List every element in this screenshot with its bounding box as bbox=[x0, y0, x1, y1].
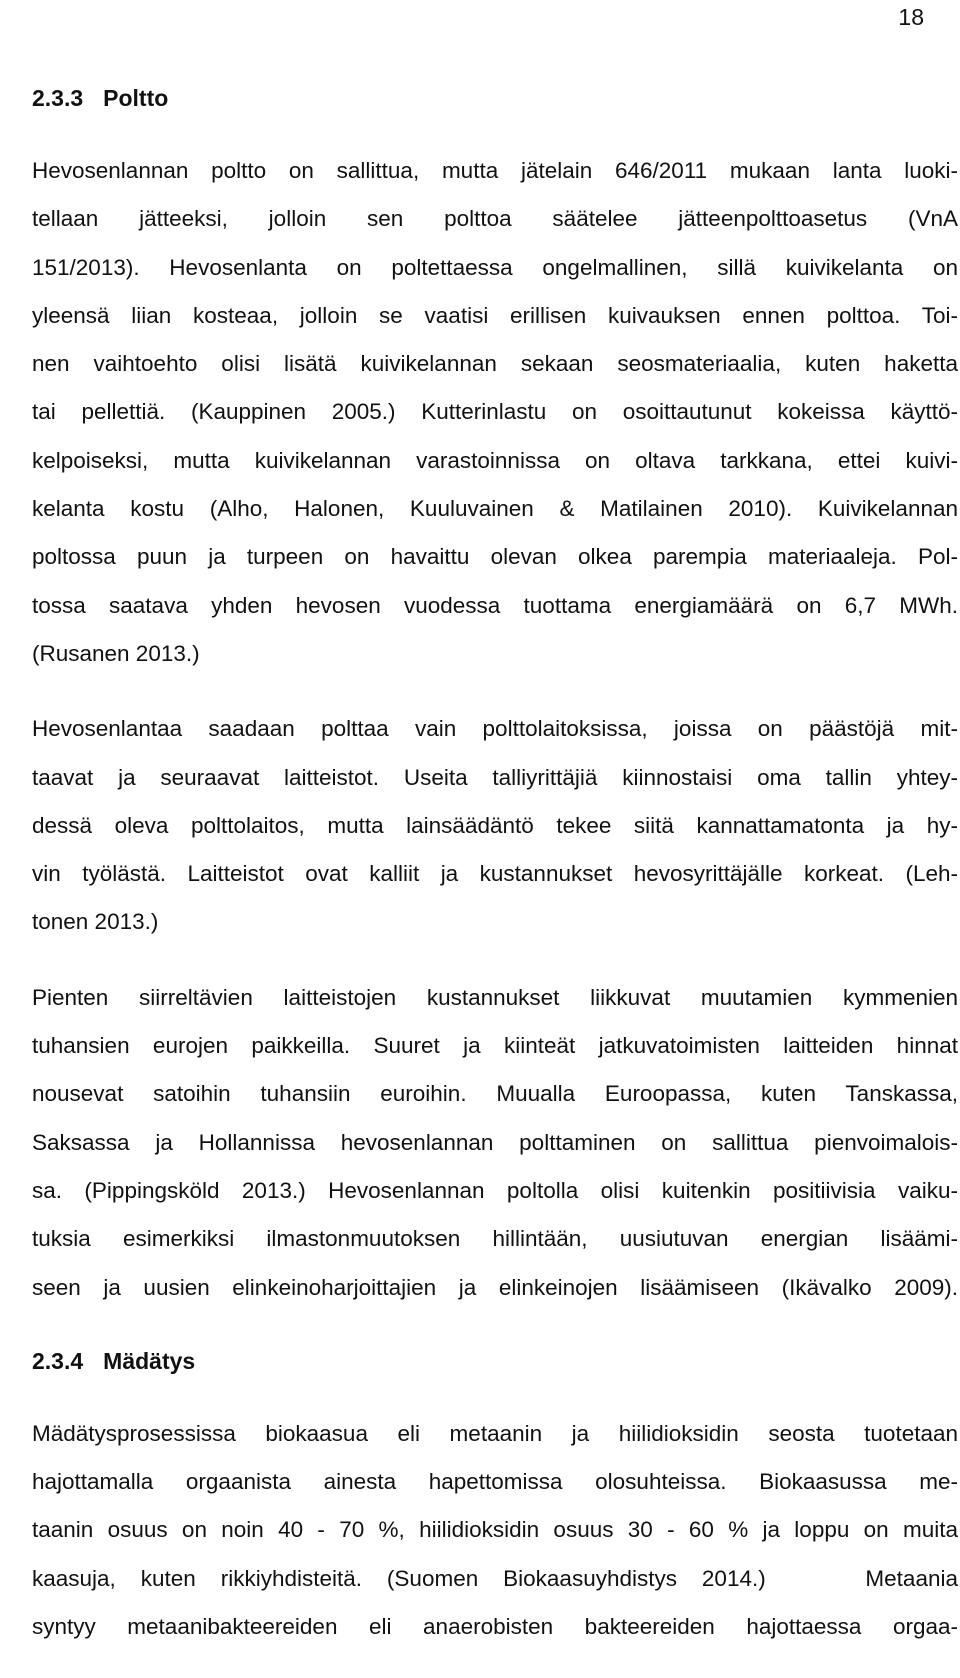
text-line: tellaan jätteeksi, jolloin sen polttoa säätelee jätteenpolttoasetus (VnA bbox=[32, 206, 958, 232]
text-line: tuksia esimerkiksi ilmastonmuutoksen hillintään, uusiutuvan energian lisäämi- bbox=[32, 1226, 958, 1252]
section-heading-madatys bbox=[32, 1345, 958, 1377]
text-line: kaasuja, kuten rikkiyhdisteitä. (Suomen Biokaasuyhdistys 2014.) Metaania bbox=[32, 1565, 958, 1591]
paragraph bbox=[32, 1410, 958, 1651]
text-line: (Rusanen 2013.) bbox=[32, 640, 200, 666]
text-line: seen ja uusien elinkeinoharjoittajien ja elinkeinojen lisäämiseen (Ikävalko 2009). bbox=[32, 1274, 958, 1300]
text-line: Mädätysprosessissa biokaasua eli metaanin ja hiilidioksidin seosta tuotetaan bbox=[32, 1420, 958, 1446]
text-line: Pienten siirreltävien laitteistojen kustannukset liikkuvat muutamien kymmenien bbox=[32, 984, 958, 1010]
paragraph bbox=[32, 147, 958, 678]
text-line: 151/2013). Hevosenlanta on poltettaessa ongelmallinen, sillä kuivikelanta on bbox=[32, 254, 958, 280]
section-number: 2.3.4 bbox=[32, 1347, 84, 1374]
text-line: tai pellettiä. (Kauppinen 2005.) Kutterinlastu on osoittautunut kokeissa käyttö- bbox=[32, 399, 958, 425]
text-line: Saksassa ja Hollannissa hevosenlannan polttaminen on sallittua pienvoimalois- bbox=[32, 1129, 958, 1155]
text-line: taanin osuus on noin 40 - 70 %, hiilidioksidin osuus 30 - 60 % ja loppu on muita bbox=[32, 1517, 958, 1543]
text-line: syntyy metaanibakteereiden eli anaerobisten bakteereiden hajottaessa orgaa- bbox=[32, 1614, 958, 1640]
section-title: Mädätys bbox=[103, 1347, 196, 1374]
page-number: 18 bbox=[898, 4, 924, 30]
text-line: nen vaihtoehto olisi lisätä kuivikelannan sekaan seosmateriaalia, kuten haketta bbox=[32, 351, 958, 377]
text-line: taavat ja seuraavat laitteistot. Useita talliyrittäjiä kiinnostaisi oma tallin yhtey- bbox=[32, 764, 958, 790]
text-line: kelanta kostu (Alho, Halonen, Kuuluvainen & Matilainen 2010). Kuivikelannan bbox=[32, 496, 958, 522]
section-number: 2.3.3 bbox=[32, 85, 84, 111]
text-line: sa. (Pippingsköld 2013.) Hevosenlannan poltolla olisi kuitenkin positiivisia vaiku- bbox=[32, 1177, 958, 1203]
text-line: vin työlästä. Laitteistot ovat kalliit ja kustannukset hevosyrittäjälle korkeat. (Leh- bbox=[32, 861, 958, 887]
text-line: hajottamalla orgaanista ainesta hapettomissa olosuhteissa. Biokaasussa me- bbox=[32, 1469, 958, 1495]
text-line: nousevat satoihin tuhansiin euroihin. Muualla Euroopassa, kuten Tanskassa, bbox=[32, 1081, 958, 1107]
document-body bbox=[32, 82, 958, 1651]
paragraph bbox=[32, 974, 958, 1312]
text-line: dessä oleva polttolaitos, mutta lainsäädäntö tekee siitä kannattamatonta ja hy- bbox=[32, 812, 958, 838]
section-heading-poltto bbox=[32, 82, 958, 114]
section-title: Poltto bbox=[103, 85, 169, 111]
text-line: kelpoiseksi, mutta kuivikelannan varastoinnissa on oltava tarkkana, ettei kuivi- bbox=[32, 447, 958, 473]
text-line: poltossa puun ja turpeen on havaittu olevan olkea parempia materiaaleja. Pol- bbox=[32, 544, 958, 570]
text-line: tossa saatava yhden hevosen vuodessa tuottama energiamäärä on 6,7 MWh. bbox=[32, 592, 958, 618]
text-line: Hevosenlannan poltto on sallittua, mutta jätelain 646/2011 mukaan lanta luoki- bbox=[32, 158, 958, 183]
text-line: yleensä liian kosteaa, jolloin se vaatisi erillisen kuivauksen ennen polttoa. Toi- bbox=[32, 302, 958, 328]
paragraph bbox=[32, 705, 958, 946]
text-line: Hevosenlantaa saadaan polttaa vain polttolaitoksissa, joissa on päästöjä mit- bbox=[32, 716, 958, 742]
text-line: tuhansien eurojen paikkeilla. Suuret ja kiinteät jatkuvatoimisten laitteiden hinnat bbox=[32, 1033, 958, 1059]
text-line: tonen 2013.) bbox=[32, 909, 159, 935]
